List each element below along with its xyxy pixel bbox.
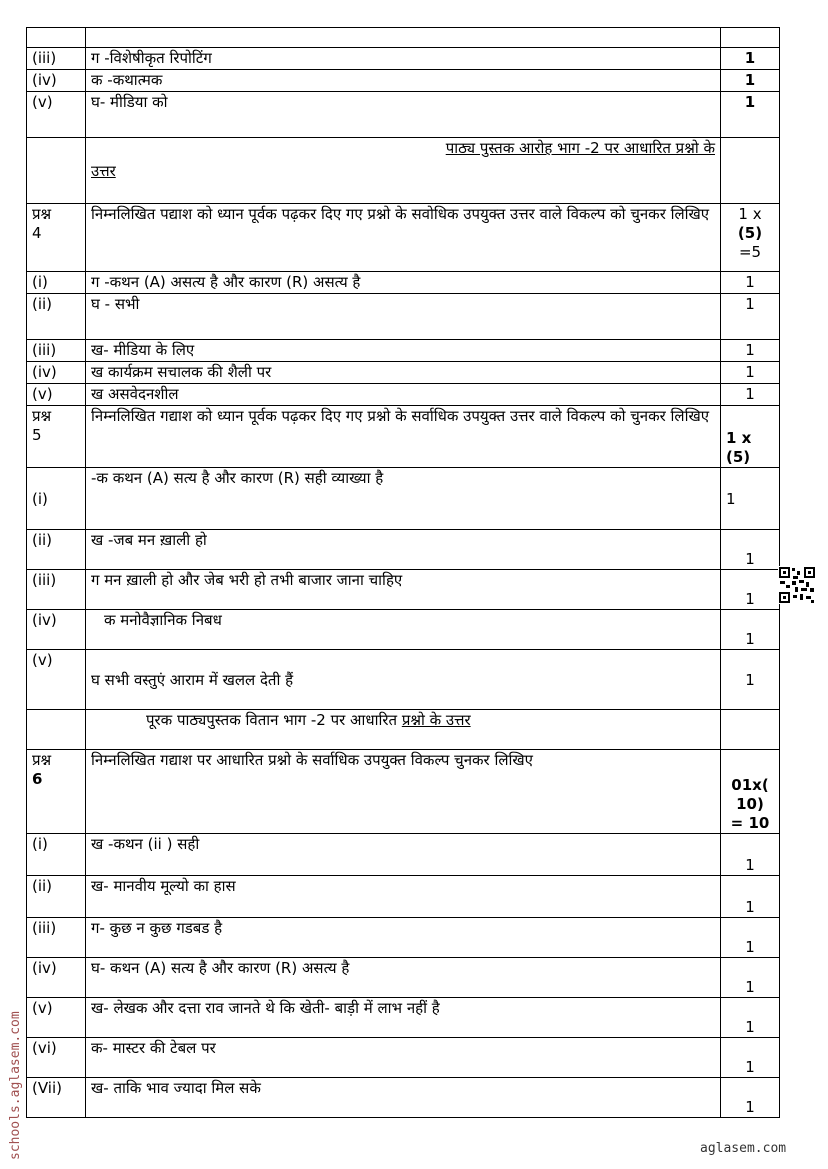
- cell-marks: 1: [721, 468, 780, 530]
- cell-number: (iv): [27, 610, 86, 650]
- question-text: निम्नलिखित गद्याश पर आधारित प्रश्नो के सर्वाधिक उपयुक्त विकल्प चुनकर लिखिए: [86, 750, 721, 834]
- cell-marks: 1: [721, 362, 780, 384]
- cell-number: (v): [27, 384, 86, 406]
- cell-number: (iii): [27, 918, 86, 958]
- table-row: [27, 272, 780, 294]
- qr-code: [778, 566, 816, 604]
- cell-number: (ii): [27, 876, 86, 918]
- cell-answer: ख- लेखक और दत्ता राव जानते थे कि खेती- बाड़ी में लाभ नहीं है: [86, 998, 721, 1038]
- table-row: [27, 48, 780, 70]
- cell-number: (v): [27, 92, 86, 138]
- cell-number: (Vii): [27, 1078, 86, 1118]
- table-row: [27, 1038, 780, 1078]
- cell-number: (ii): [27, 530, 86, 570]
- section-header-row: [27, 138, 780, 204]
- cell-number: (iv): [27, 958, 86, 998]
- table-row: [27, 28, 780, 48]
- section-heading-line1: पाठ्य पुस्तक आरोह भाग -2 पर आधारित प्रश्नो के: [445, 139, 715, 157]
- table-row: [27, 834, 780, 876]
- question-number: प्रश्न 6: [27, 750, 86, 834]
- cell-marks: 1: [721, 384, 780, 406]
- cell-number: (ii): [27, 294, 86, 340]
- cell-number: (iii): [27, 570, 86, 610]
- cell-marks: 1: [721, 92, 780, 138]
- question-text: निम्नलिखित गद्याश को ध्यान पूर्वक पढ़कर दिए गए प्रश्नो के सर्वाधिक उपयुक्त उत्तर वाले विकल्प को चुनकर लिखिए: [86, 406, 721, 468]
- cell-marks: 1: [721, 610, 780, 650]
- cell-answer: क -कथात्मक: [86, 70, 721, 92]
- cell-number: (iii): [27, 48, 86, 70]
- question-row: [27, 204, 780, 272]
- table-row: [27, 1078, 780, 1118]
- table-row: [27, 918, 780, 958]
- cell-number: (i): [27, 468, 86, 530]
- cell-answer: -क कथन (A) सत्य है और कारण (R) सही व्याख्या है: [86, 468, 721, 530]
- table-row: [27, 530, 780, 570]
- question-marks: 1 x (5): [721, 406, 780, 468]
- cell-marks: 1: [721, 1038, 780, 1078]
- cell-answer: ख -कथन (ii ) सही: [86, 834, 721, 876]
- table-row: [27, 650, 780, 710]
- cell-answer: घ - सभी: [86, 294, 721, 340]
- cell-marks: 1: [721, 998, 780, 1038]
- question-number: प्रश्न 4: [27, 204, 86, 272]
- section-header-row: [27, 710, 780, 750]
- table-row: [27, 294, 780, 340]
- cell-number: (iv): [27, 70, 86, 92]
- cell-marks: 1: [721, 570, 780, 610]
- cell-marks: 1: [721, 48, 780, 70]
- cell-marks: 1: [721, 530, 780, 570]
- answer-key-table: [26, 27, 780, 1118]
- cell-answer: क मनोवैज्ञानिक निबध: [86, 610, 721, 650]
- cell-answer: ख- ताकि भाव ज्यादा मिल सके: [86, 1078, 721, 1118]
- cell-answer: ख- मीडिया के लिए: [86, 340, 721, 362]
- cell-answer: [86, 28, 721, 48]
- cell-marks: 1: [721, 958, 780, 998]
- question-marks: 1 x (5) =5: [721, 204, 780, 272]
- cell-number: (v): [27, 998, 86, 1038]
- question-number: प्रश्न 5: [27, 406, 86, 468]
- cell-marks: 1: [721, 272, 780, 294]
- question-marks: 01x( 10) = 10: [721, 750, 780, 834]
- table-row: [27, 340, 780, 362]
- cell-answer: ग मन ख़ाली हो और जेब भरी हो तभी बाजार जाना चाहिए: [86, 570, 721, 610]
- cell-number: (iii): [27, 340, 86, 362]
- cell-number: (vi): [27, 1038, 86, 1078]
- watermark: schools.aglasem.com: [8, 1011, 23, 1160]
- cell-answer: ख असवेदनशील: [86, 384, 721, 406]
- table-row: [27, 468, 780, 530]
- cell-answer: घ सभी वस्तुएं आराम में खलल देती हैं: [86, 650, 721, 710]
- cell-marks: 1: [721, 876, 780, 918]
- table-row: [27, 958, 780, 998]
- question-text: निम्नलिखित पद्याश को ध्यान पूर्वक पढ़कर दिए गए प्रश्नो के सवोधिक उपयुक्त उत्तर वाले विकल्प को चुनकर लिखिए: [86, 204, 721, 272]
- cell-answer: ग -कथन (A) असत्य है और कारण (R) असत्य है: [86, 272, 721, 294]
- cell-marks: 1: [721, 340, 780, 362]
- cell-marks: 1: [721, 70, 780, 92]
- cell-answer: ख -जब मन ख़ाली हो: [86, 530, 721, 570]
- cell-number: (v): [27, 650, 86, 710]
- section-heading: पूरक पाठ्यपुस्तक वितान भाग -2 पर आधारित प्रश्नो के उत्तर: [86, 710, 721, 750]
- cell-answer: ग- कुछ न कुछ गडबड है: [86, 918, 721, 958]
- section-heading-line2: उत्तर: [91, 162, 116, 180]
- cell-marks: 1: [721, 294, 780, 340]
- cell-marks: 1: [721, 918, 780, 958]
- cell-number: (iv): [27, 362, 86, 384]
- table-row: [27, 70, 780, 92]
- table-row: [27, 92, 780, 138]
- cell-answer: घ- मीडिया को: [86, 92, 721, 138]
- question-row: [27, 750, 780, 834]
- cell-number: [27, 28, 86, 48]
- footer-site: aglasem.com: [700, 1141, 787, 1156]
- cell-marks: 1: [721, 1078, 780, 1118]
- table-row: [27, 610, 780, 650]
- question-row: [27, 406, 780, 468]
- cell-number: (i): [27, 272, 86, 294]
- cell-marks: 1: [721, 834, 780, 876]
- table-row: [27, 362, 780, 384]
- cell-answer: ख- मानवीय मूल्यो का हास: [86, 876, 721, 918]
- cell-answer: क- मास्टर की टेबल पर: [86, 1038, 721, 1078]
- cell-marks: [721, 28, 780, 48]
- cell-answer: घ- कथन (A) सत्य है और कारण (R) असत्य है: [86, 958, 721, 998]
- section-heading: [86, 138, 721, 204]
- table-row: [27, 384, 780, 406]
- table-row: [27, 998, 780, 1038]
- cell-marks: 1: [721, 650, 780, 710]
- cell-number: (i): [27, 834, 86, 876]
- table-row: [27, 876, 780, 918]
- cell-answer: ख कार्यक्रम सचालक की शैली पर: [86, 362, 721, 384]
- table-row: [27, 570, 780, 610]
- cell-answer: ग -विशेषीकृत रिपोटिंग: [86, 48, 721, 70]
